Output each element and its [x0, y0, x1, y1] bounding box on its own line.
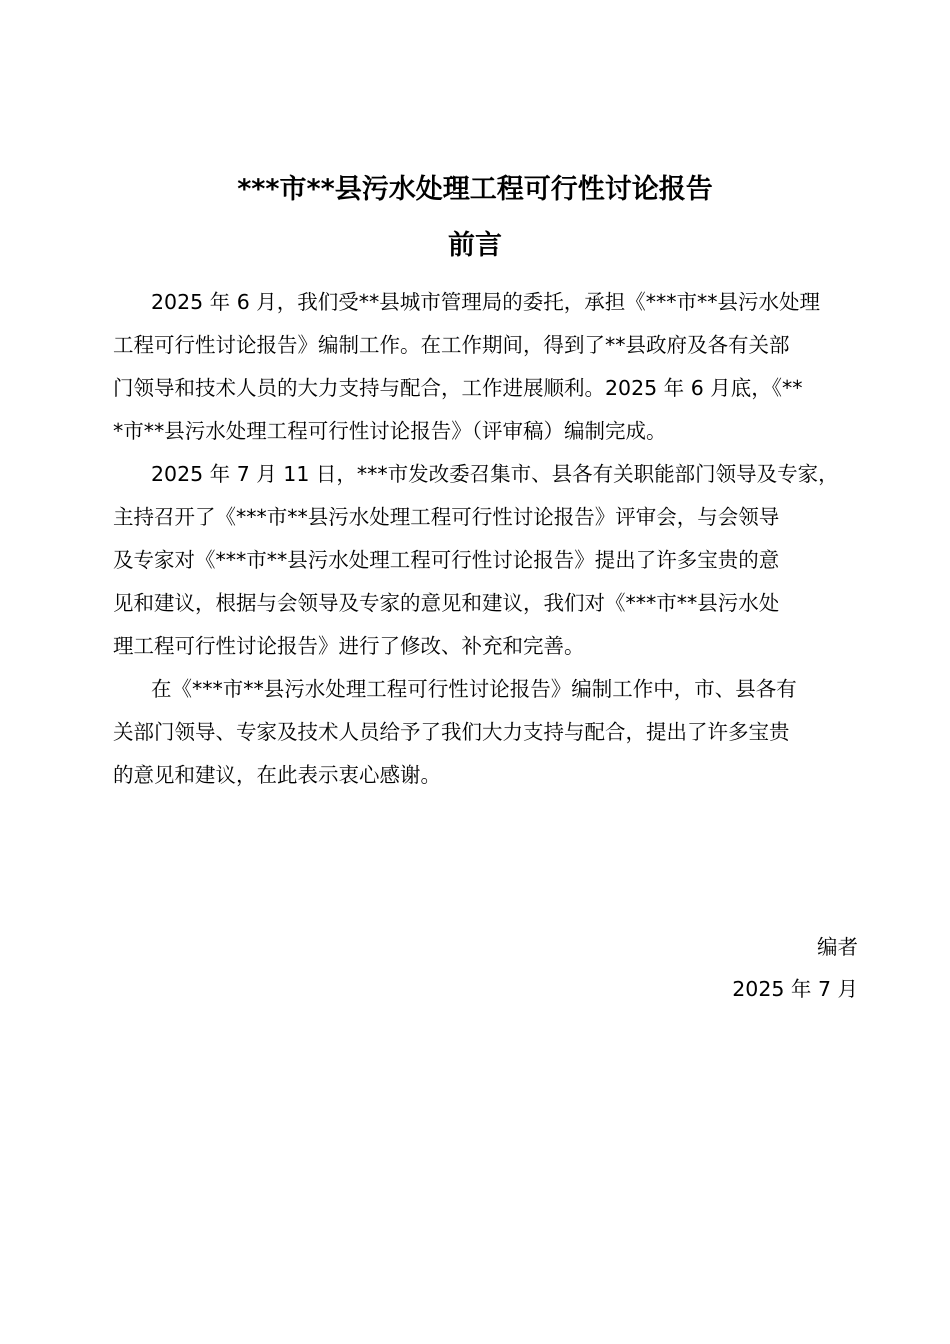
signature-compiler: 编者 — [817, 935, 858, 959]
paragraph-line: 关部门领导、专家及技术人员给予了我们大力支持与配合，提出了许多宝贵 — [113, 720, 790, 744]
paragraph-line: 见和建议，根据与会领导及专家的意见和建议，我们对《***市**县污水处 — [113, 591, 780, 615]
paragraph-line: 在《***市**县污水处理工程可行性讨论报告》编制工作中，市、县各有 — [151, 677, 797, 701]
paragraph-line: *市**县污水处理工程可行性讨论报告》（评审稿）编制完成。 — [113, 419, 667, 443]
preface-heading: 前言 — [448, 230, 502, 261]
signature-date: 2025 年 7 月 — [732, 977, 858, 1001]
paragraph-line: 及专家对《***市**县污水处理工程可行性讨论报告》提出了许多宝贵的意 — [113, 548, 780, 572]
paragraph-line: 门领导和技术人员的大力支持与配合，工作进展顺利。2025 年 6 月底，《** — [113, 376, 803, 400]
paragraph-line: 工程可行性讨论报告》编制工作。在工作期间，得到了**县政府及各有关部 — [113, 333, 790, 357]
preface-body — [113, 289, 873, 805]
paragraph-line: 主持召开了《***市**县污水处理工程可行性讨论报告》评审会，与会领导 — [113, 505, 780, 529]
document-title: ***市**县污水处理工程可行性讨论报告 — [237, 174, 713, 205]
paragraph-line: 的意见和建议，在此表示衷心感谢。 — [113, 763, 441, 787]
paragraph-line: 理工程可行性讨论报告》进行了修改、补充和完善。 — [113, 634, 585, 658]
paragraph-line: 2025 年 6 月，我们受**县城市管理局的委托，承担《***市**县污水处理 — [151, 290, 821, 314]
paragraph-line: 2025 年 7 月 11 日，***市发改委召集市、县各有关职能部门领导及专家， — [151, 462, 839, 486]
